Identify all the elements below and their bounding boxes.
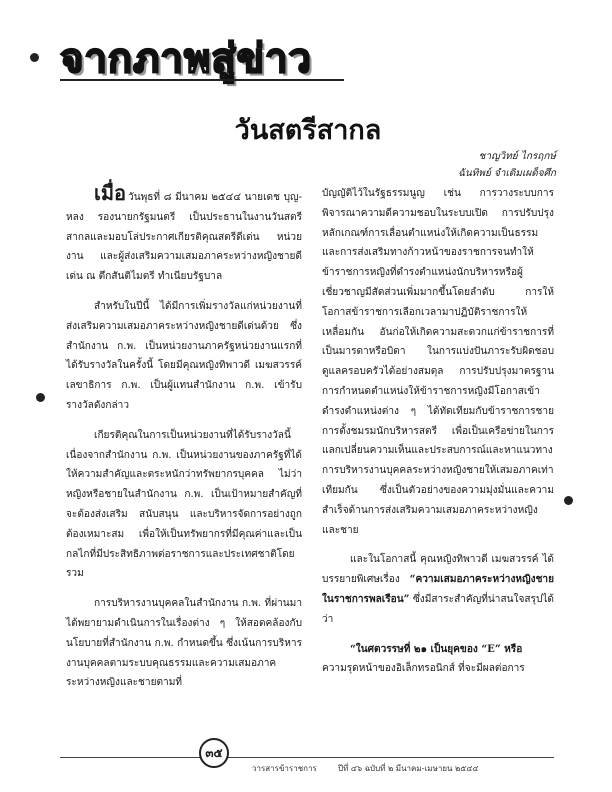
bullet-icon	[564, 496, 573, 505]
drop-cap: เมื่อ	[94, 181, 127, 205]
author-name: ชาญวิทย์ ไกรฤกษ์	[478, 151, 556, 162]
paragraph: การบริหารงานบุคคลในสำนักงาน ก.พ. ที่ผ่านมาได้พยายามดำเนินการในเรื่องต่าง ๆ ให้สอดคล้องกับนโยบายที่สำนักงาน ก.พ. กำหนดขึ้น ซึ่งเน้นการบริหารงานบุคคลตามระบบคุณธรรมและความเสมอภาคระหว่างหญิงและชายตามที่	[66, 598, 302, 689]
lecture-topic: “ความเสมอภาคระหว่างหญิงชายในราชการพลเรือน”	[322, 574, 554, 605]
paragraph: บัญญัติไว้ในรัฐธรรมนูญ เช่น การวางระบบการพิจารณาความดีความชอบในระบบเปิด การปรับปรุงหลักเกณฑ์การเลื่อนตำแหน่งให้เกิดความเป็นธรรมและการส่งเสริมทางก้าวหน้าของราชการจนทำให้ข้าราชการหญิงที่ดำรงตำแหน่งนักบริหารหรือผู้เชี่ยวชาญมีสัดส่วนเพิ่มมากขึ้นโดยลำดับ การให้โอกาสข้าราชการเลือกเวลามาปฏิบัติราชการให้เหลื่อมกัน อันก่อให้เกิดความสะดวกแก่ข้าราชการที่เป็นมารดาหรือบิดา ในการแบ่งปันภาระรับผิดชอบดูแลครอบครัวได้อย่างสมดุล การปรับปรุงมาตรฐานการกำหนดตำแหน่งให้ข้าราชการหญิงมีโอกาสเข้าดำรงตำแหน่งต่าง ๆ ได้ทัดเทียมกับข้าราชการชาย การตั้งชมรมนักบริหารสตรี เพื่อเป็นเครือข่ายในการแลกเปลี่ยนความเห็นและประสบการณ์และหาแนวทางการบริหารงานบุคคลระหว่างหญิงชายให้เสมอภาคเท่าเทียมกัน ซึ่งเป็นตัวอย่างของความมุ่งมั่นและความสำเร็จด้านการส่งเสริมความเสมอภาคระหว่างหญิงและชาย	[322, 188, 554, 536]
author-block	[458, 148, 556, 182]
article-title: วันสตรีสากล	[234, 115, 382, 146]
section-masthead: จากภาพสู่ข่าว	[60, 36, 312, 82]
paragraph: “ในศตวรรษที่ ๒๑ เป็นยุคของ “E” หรือ ความรุดหน้าของอิเล็กทรอนิกส์ ที่จะมีผลต่อการ	[322, 643, 525, 675]
article-column-left	[66, 181, 302, 703]
paragraph: เมื่อ วันพุธที่ ๘ มีนาคม ๒๕๔๔ นายเดช บุญ-หลง รองนายกรัฐมนตรี เป็นประธานในงานวันสตรีสากลและมอบโล่ประกาศเกียรติคุณสตรีดีเด่น หน่วยงาน และผู้ส่งเสริมความเสมอภาคระหว่างหญิงชายดีเด่น ณ ตึกสันติไมตรี ทำเนียบรัฐบาล	[66, 181, 302, 283]
page-number: ๓๕	[199, 738, 229, 768]
article-column-right	[322, 184, 554, 689]
masthead-divider	[60, 79, 344, 81]
issue-info: ปีที่ ๔๖ ฉบับที่ ๒ มีนาคม-เมษายน ๒๕๔๔	[338, 764, 479, 773]
footer-divider	[60, 757, 554, 758]
paragraph: และในโอกาสนี้ คุณหญิงทิพาวดี เมฆสวรรค์ ได้บรรยายพิเศษเรื่อง “ความเสมอภาคระหว่างหญิงชายในราชการพลเรือน” ซึ่งมีสาระสำคัญที่น่าสนใจสรุปได้ว่า	[322, 554, 554, 625]
paragraph: เกียรติคุณในการเป็นหน่วยงานที่ได้รับรางวัลนี้ เนื่องจากสำนักงาน ก.พ. เป็นหน่วยงานของภาครัฐที่ได้ให้ความสำคัญและตระหนักว่าทรัพยากรบุคคล ไม่ว่าหญิงหรือชายในสำนักงาน ก.พ. เป็นเป้าหมายสำคัญที่จะต้องส่งเสริม สนับสนุน และบริหารจัดการอย่างถูกต้องเหมาะสม เพื่อให้เป็นทรัพยากรที่มีคุณค่าและเป็นกลไกที่มีประสิทธิภาพต่อราชการและประเทศชาติโดยรวม	[66, 429, 302, 580]
publication-name: วารสารข้าราชการ	[252, 764, 317, 773]
paragraph: สำหรับในปีนี้ ได้มีการเพิ่มรางวัลแก่หน่วยงานที่ส่งเสริมความเสมอภาคระหว่างหญิงชายดีเด่นด้วย ซึ่งสำนักงาน ก.พ. เป็นหน่วยงานภาครัฐหน่วยงานแรกที่ได้รับรางวัลในครั้งนี้ โดยมีคุณหญิงทิพาวดี เมฆสวรรค์ เลขาธิการ ก.พ. เป็นผู้แทนสำนักงาน ก.พ. เข้ารับรางวัลดังกล่าว	[66, 300, 302, 411]
bullet-icon	[36, 393, 45, 402]
bullet-icon	[30, 53, 39, 62]
author-name: ฉันทิพย์ จำเดิมเผด็จศึก	[458, 168, 556, 179]
